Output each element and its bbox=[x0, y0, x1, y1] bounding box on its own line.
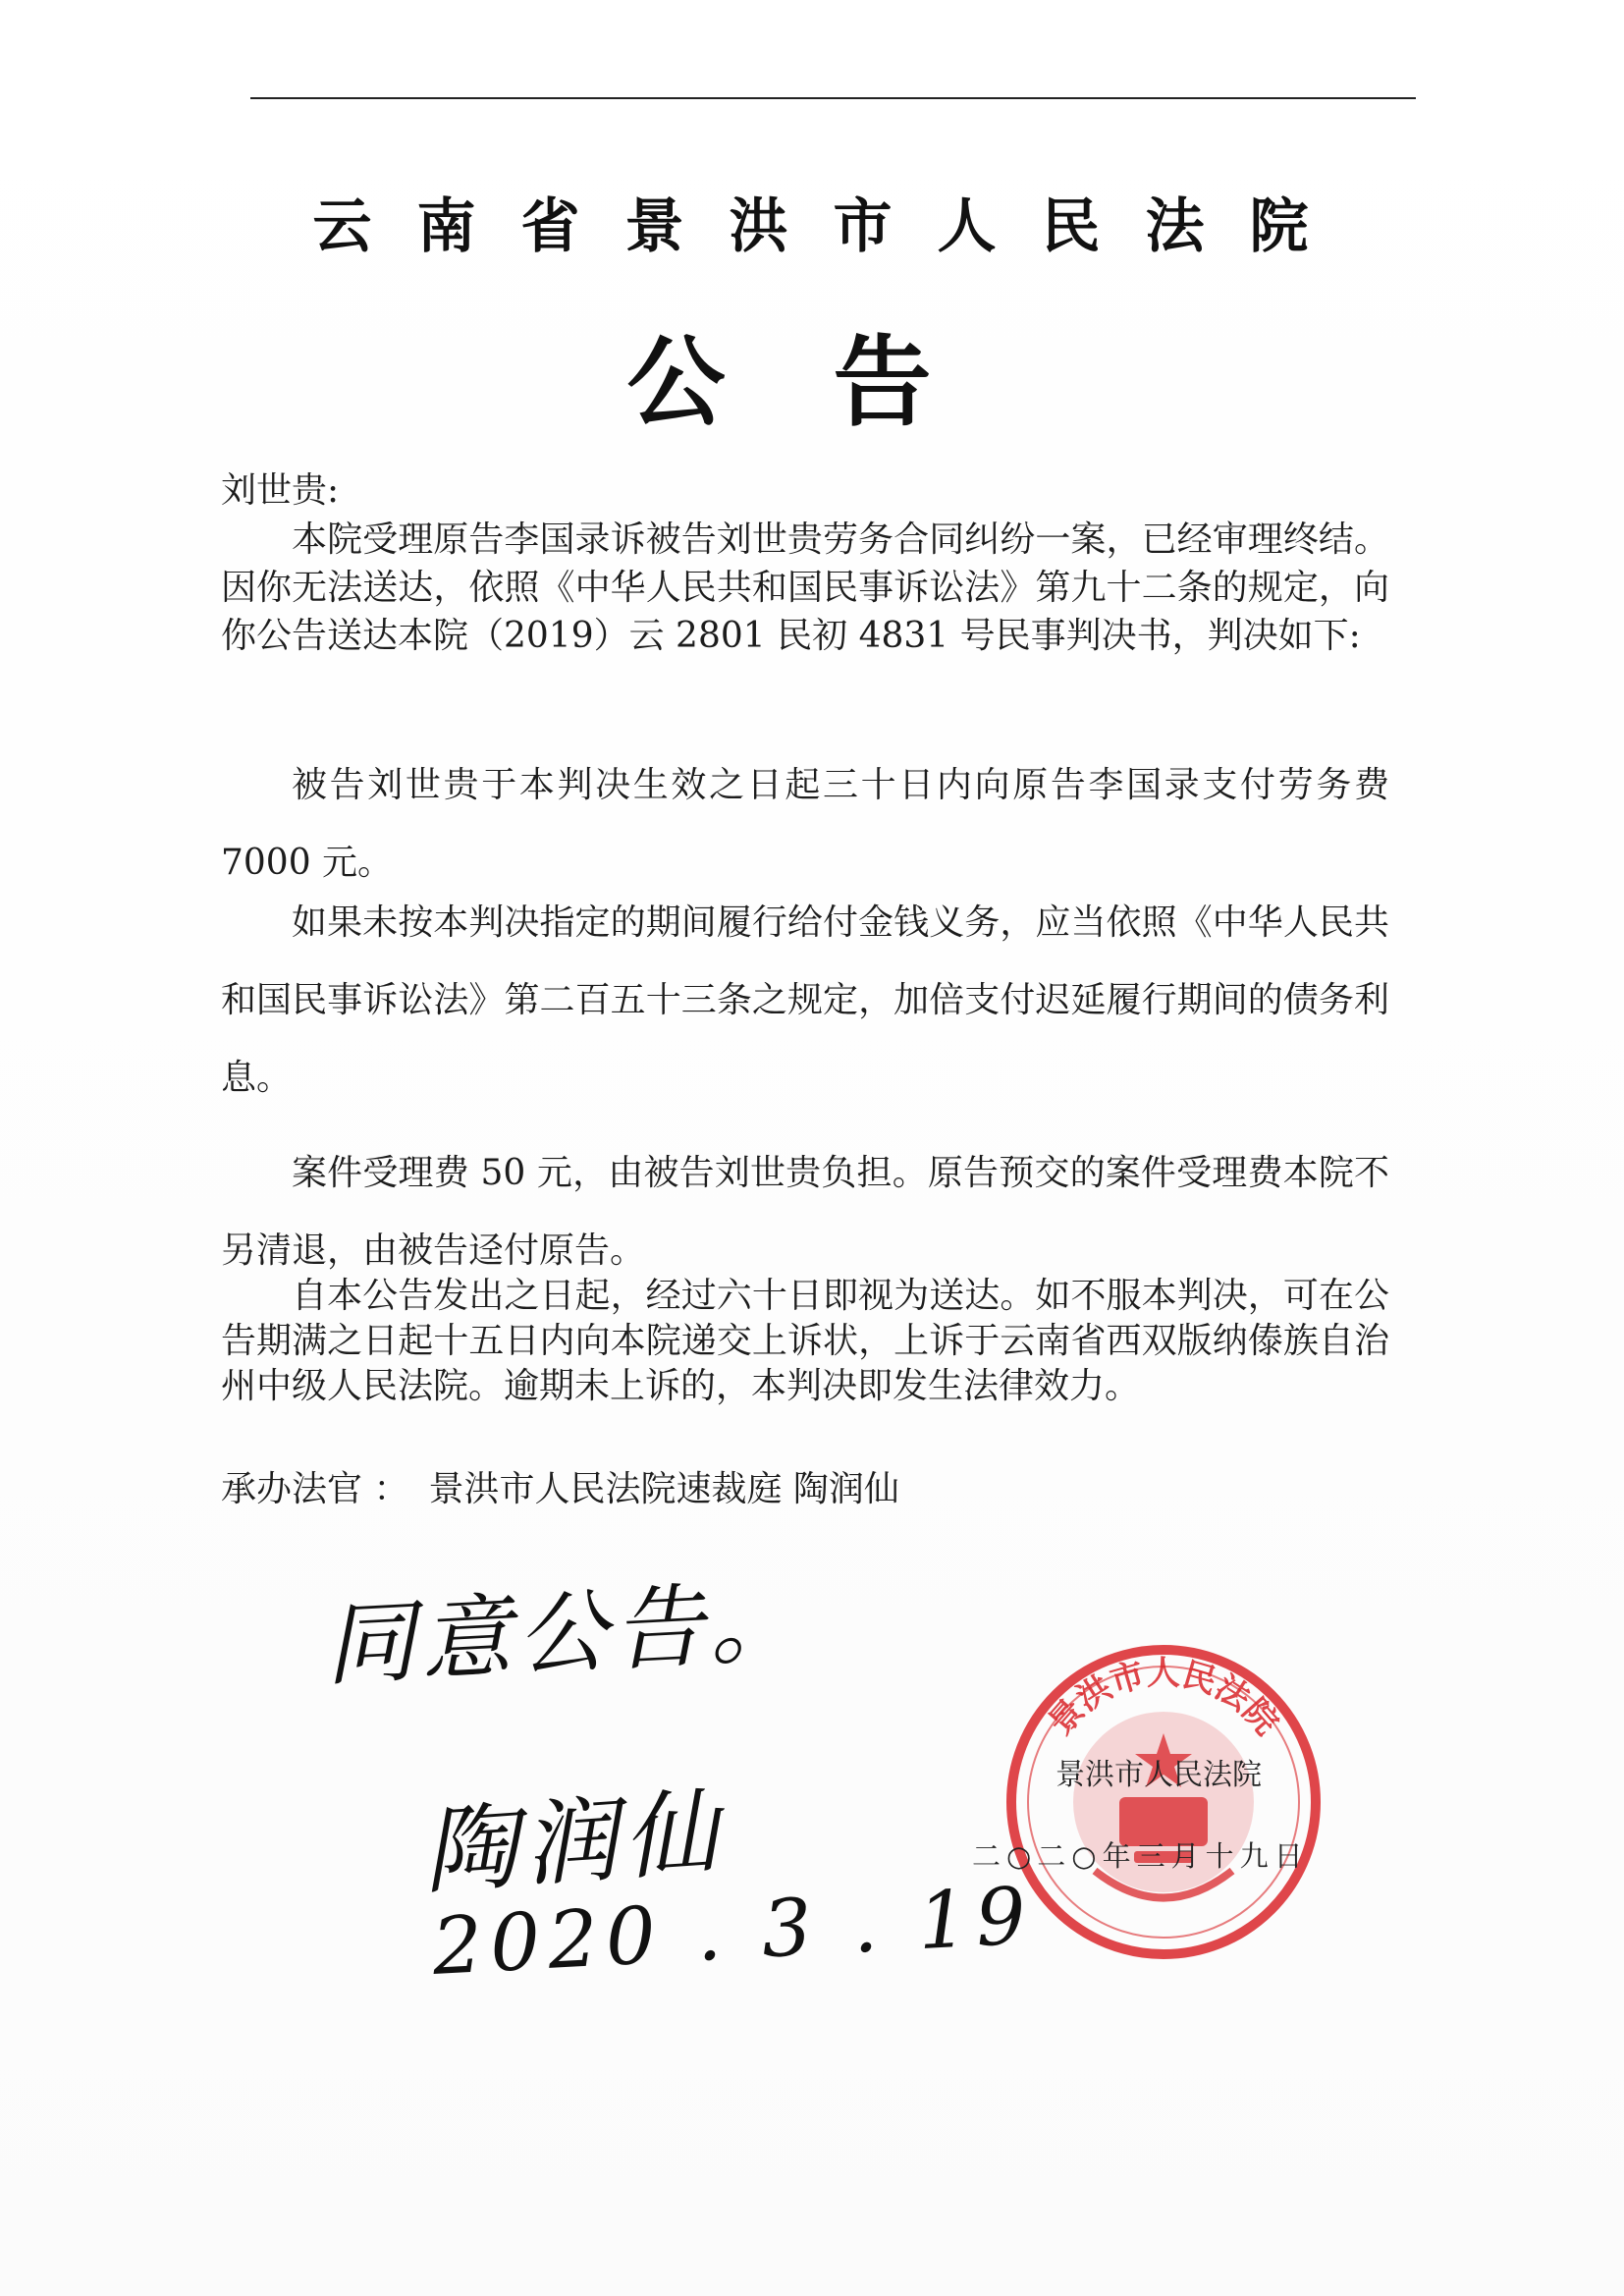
addressee: 刘世贵: bbox=[221, 470, 340, 511]
court-name: 云南省景洪市人民法院 bbox=[312, 192, 1354, 261]
top-rule bbox=[250, 97, 1416, 99]
document-title: 公告 bbox=[626, 325, 1040, 440]
judge-label: 承办法官 ： bbox=[221, 1469, 409, 1509]
court-seal-stamp bbox=[1001, 1640, 1326, 1964]
seal-text: 景洪市人民法院 bbox=[1041, 1654, 1286, 1743]
presiding-judge-line bbox=[221, 1465, 1389, 1514]
handwritten-signature: 陶润仙 bbox=[418, 1777, 728, 1908]
paragraph-judgment: 被告刘世贵于本判决生效之日起三十日内向原告李国录支付劳务费 7000 元。 bbox=[221, 765, 1389, 883]
paragraph-court-fee: 案件受理费 50 元，由被告刘世贵负担。原告预交的案件受理费本院不另清退，由被告迳付原告。 bbox=[221, 1153, 1389, 1271]
paragraph-interest: 如果未按本判决指定的期间履行给付金钱义务，应当依照《中华人民共和国民事诉讼法》第二百五十三条之规定，加倍支付迟延履行期间的债务利息。 bbox=[221, 902, 1389, 1098]
issuing-court: 景洪市人民法院 bbox=[1056, 1758, 1262, 1792]
issue-date: 二○二○年三月十九日 bbox=[972, 1839, 1309, 1873]
handwritten-date: 2020 . 3 . 19 bbox=[429, 1870, 1036, 1993]
paragraph-case-intro: 本院受理原告李国录诉被告刘世贵劳务合同纠纷一案，已经审理终结。因你无法送达，依照《中华人民共和国民事诉讼法》第九十二条的规定，向你公告送达本院（2019）云 2801 民初 4831 号民事判决书，判决如下: bbox=[221, 519, 1389, 656]
judge-value: 景洪市人民法院速裁庭 陶润仙 bbox=[428, 1469, 899, 1509]
paragraph-service-appeal: 自本公告发出之日起，经过六十日即视为送达。如不服本判决，可在公告期满之日起十五日内向本院递交上诉状，上诉于云南省西双版纳傣族自治州中级人民法院。逾期未上诉的，本判决即发生法律效力。 bbox=[221, 1276, 1389, 1406]
handwritten-approval-note: 同意公告。 bbox=[321, 1568, 808, 1699]
